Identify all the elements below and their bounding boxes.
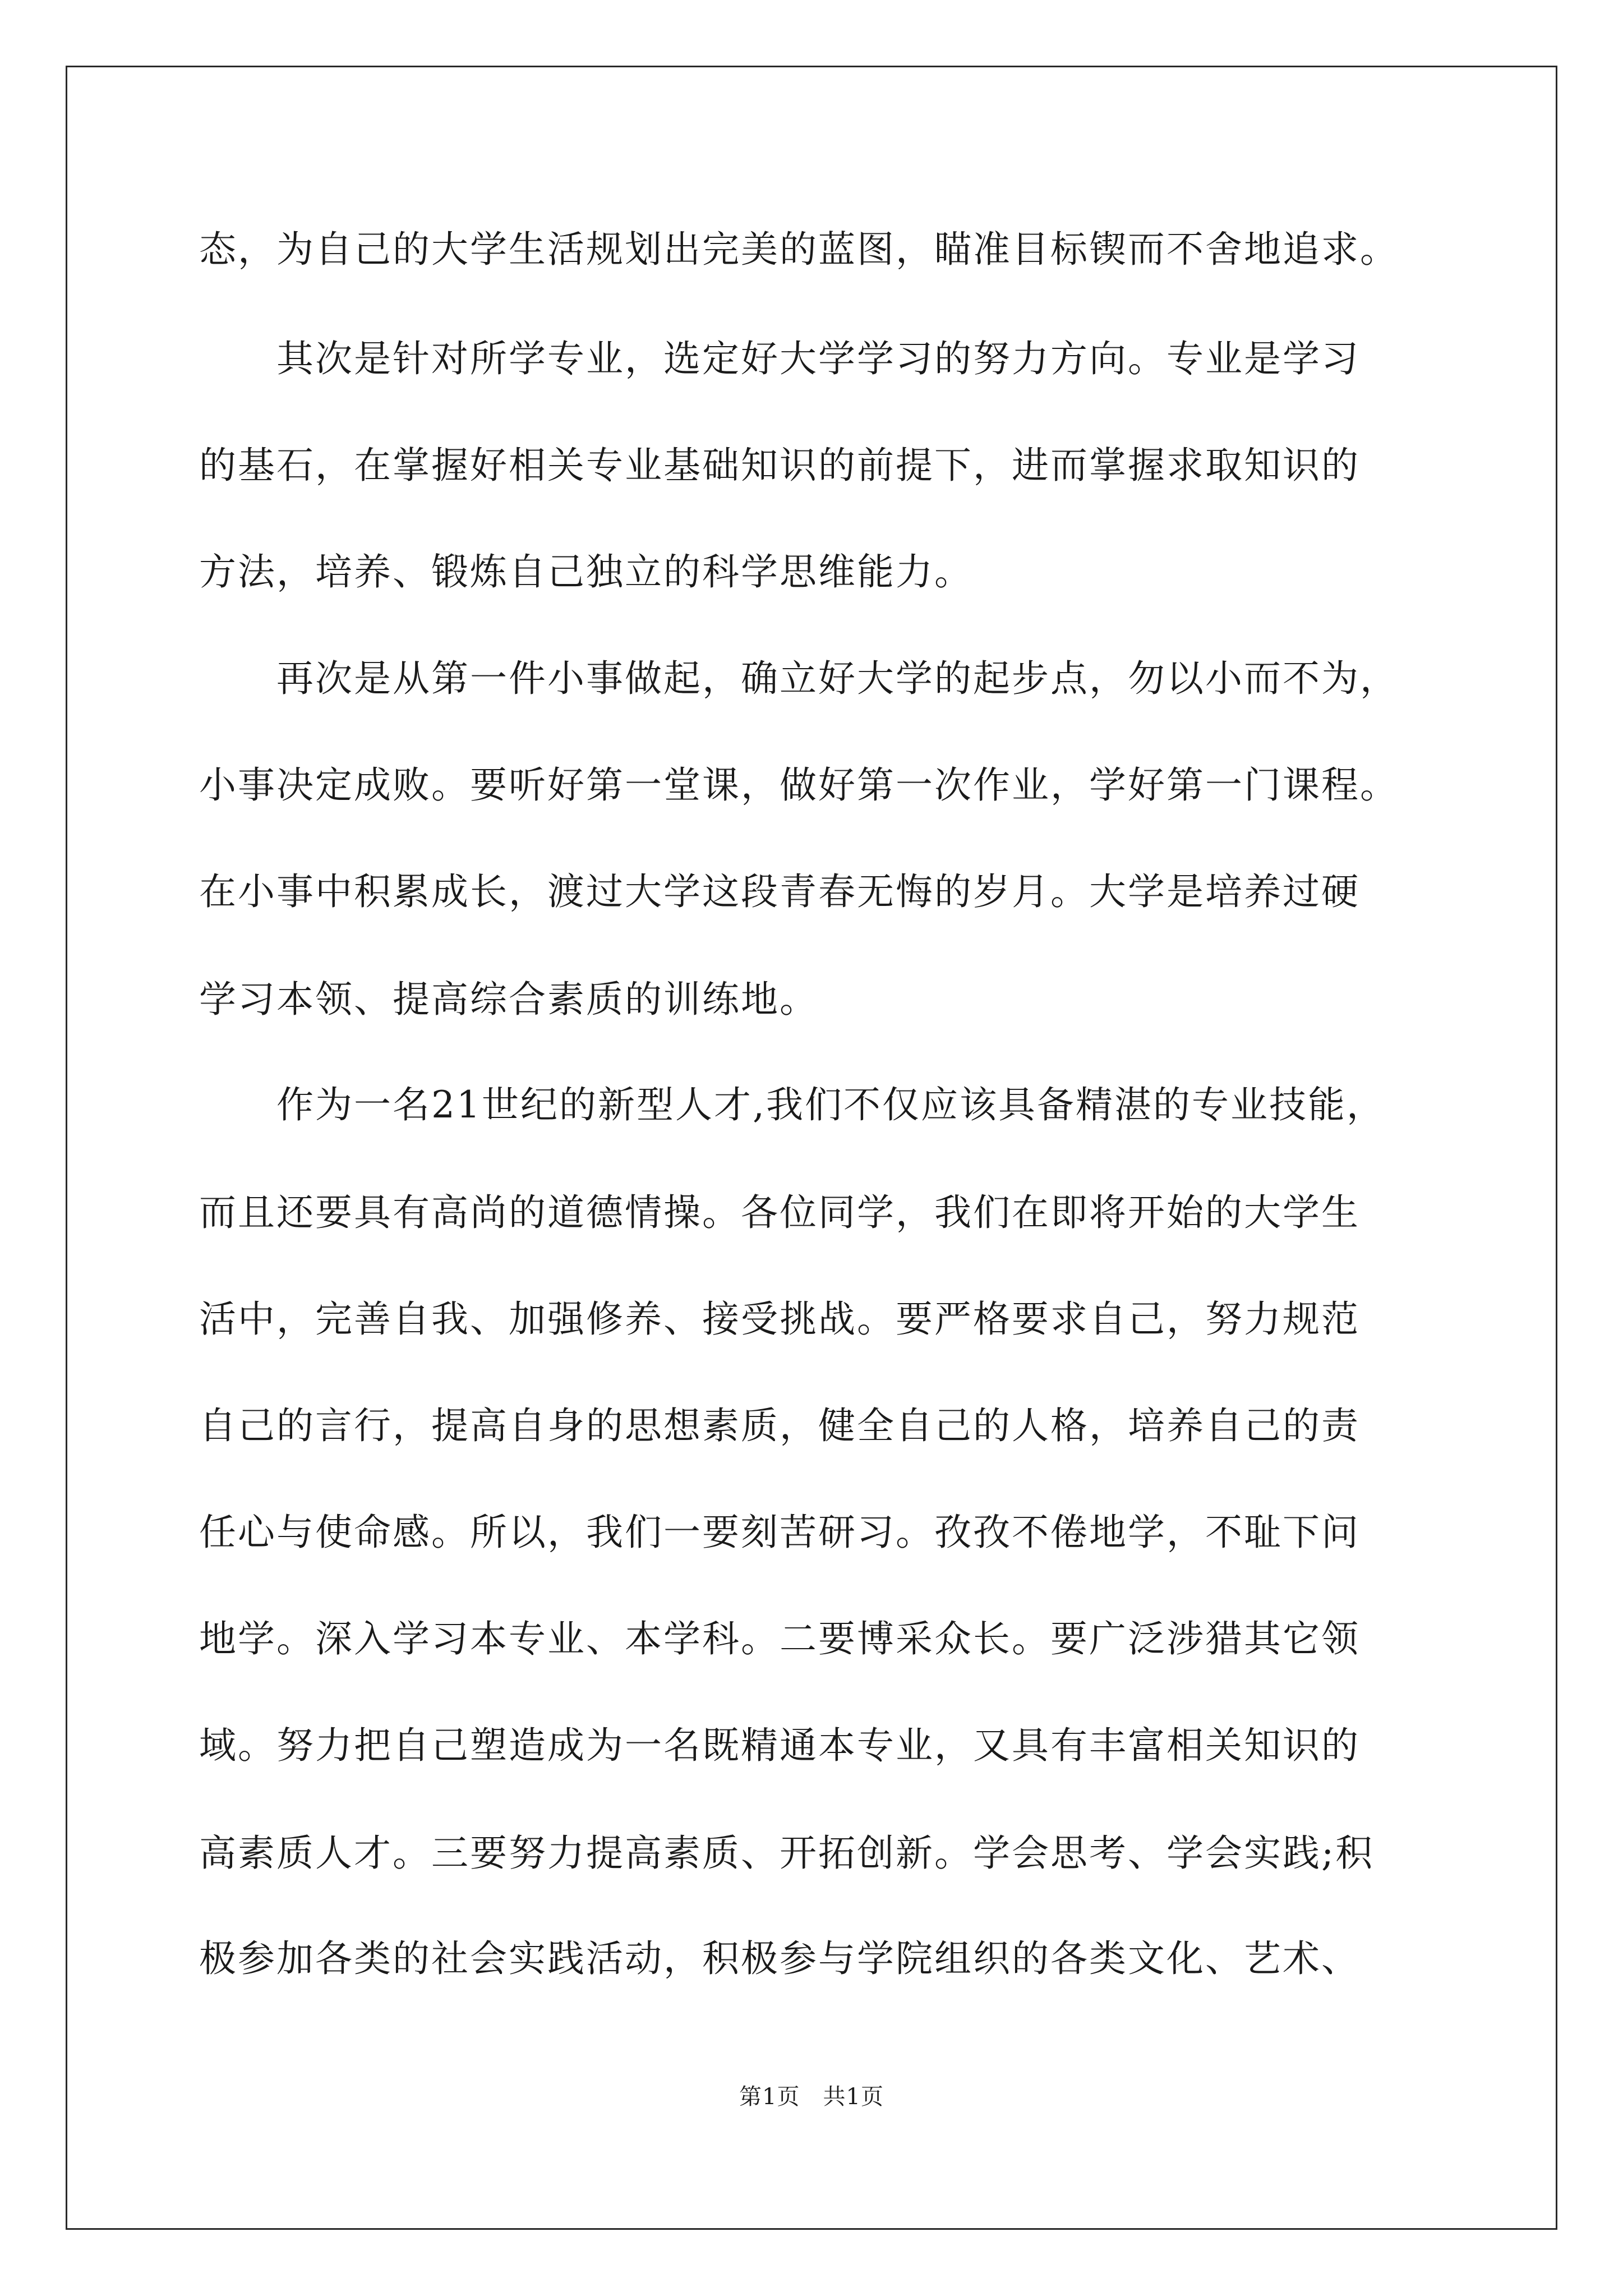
text-line: 活中，完善自我、加强修养、接受挑战。要严格要求自己，努力规范 <box>199 1297 1360 1341</box>
page-number-footer: 第1页 共1页 <box>739 2084 884 2110</box>
text-line: 域。努力把自己塑造成为一名既精通本专业，又具有丰富相关知识的 <box>199 1724 1360 1767</box>
text-line: 其次是针对所学专业，选定好大学学习的努力方向。专业是学习 <box>199 337 1360 380</box>
text-line: 小事决定成败。要听好第一堂课，做好第一次作业，学好第一门课程。 <box>199 763 1399 807</box>
text-line: 地学。深入学习本专业、本学科。二要博采众长。要广泛涉猎其它领 <box>199 1617 1360 1660</box>
text-line: 自己的言行，提高自身的思想素质，健全自己的人格，培养自己的责 <box>199 1404 1360 1447</box>
text-line: 作为一名21世纪的新型人才,我们不仅应该具备精湛的专业技能， <box>199 1083 1385 1126</box>
text-line: 再次是从第一件小事做起，确立好大学的起步点，勿以小而不为， <box>199 657 1399 700</box>
text-line: 方法，培养、锻炼自己独立的科学思维能力。 <box>199 550 973 593</box>
text-line: 任心与使命感。所以，我们一要刻苦研习。孜孜不倦地学，不耻下问 <box>199 1511 1360 1554</box>
text-line: 学习本领、提高综合素质的训练地。 <box>199 978 818 1021</box>
page-border <box>66 66 1557 2230</box>
text-line: 极参加各类的社会实践活动，积极参与学院组织的各类文化、艺术、 <box>199 1937 1360 1980</box>
text-line: 态，为自己的大学生活规划出完美的蓝图，瞄准目标锲而不舍地追求。 <box>199 228 1399 271</box>
text-line: 高素质人才。三要努力提高素质、开拓创新。学会思考、学会实践;积 <box>199 1832 1375 1875</box>
text-line: 的基石，在掌握好相关专业基础知识的前提下，进而掌握求取知识的 <box>199 444 1360 487</box>
text-line: 而且还要具有高尚的道德情操。各位同学，我们在即将开始的大学生 <box>199 1191 1360 1234</box>
text-line: 在小事中积累成长，渡过大学这段青春无悔的岁月。大学是培养过硬 <box>199 870 1360 913</box>
